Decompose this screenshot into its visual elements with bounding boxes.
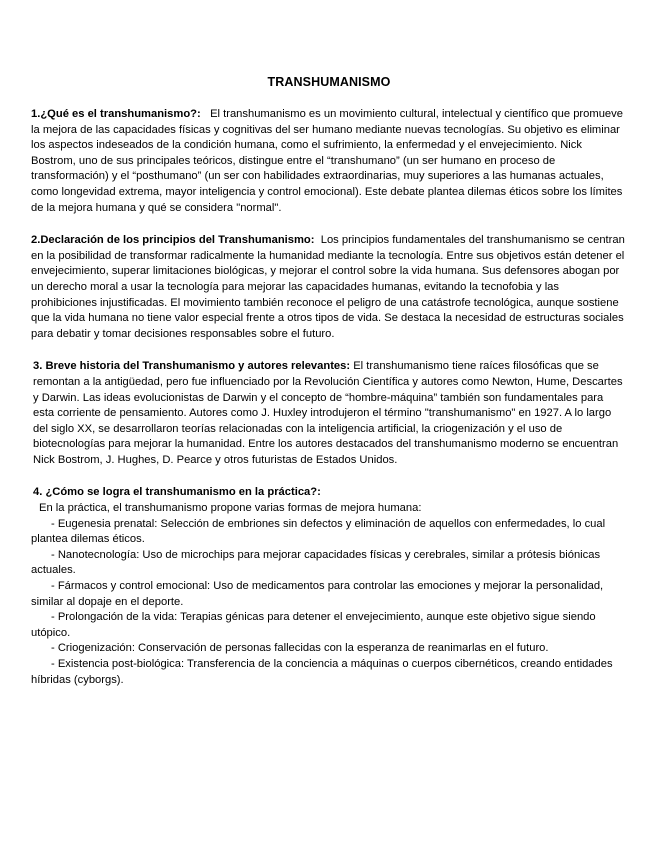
list-item: - Eugenesia prenatal: Selección de embriones sin defectos y eliminación de aquellos con enfermedades, lo cual plantea dilemas éticos. xyxy=(31,517,606,546)
section-principles xyxy=(31,233,627,342)
section-body: El transhumanismo es un movimiento cultural, intelectual y científico que promueve la mejora de las capacidades físicas y cognitivas del ser humano mediante nuevas tecnologías. Su objetivo es eliminar los aspectos indeseados de la condición humana, como el sufrimiento, la enfermedad y el envejecimiento. Nick Bostrom, uno de sus principales teóricos, distingue entre el “transhumano” (un ser humano en proceso de transformación) y el “posthumano” (un ser con habilidades extraordinarias, muy superiores a las humanas actuales, como longevidad extrema, mayor inteligencia y control emocional). Este debate plantea dilemas éticos sobre los límites de la mejora humana y qué se considera "normal". xyxy=(31,108,623,214)
section-body: El transhumanismo tiene raíces filosóficas que se remontan a la antigüedad, pero fue influenciado por la Revolución Científica y autores como Newton, Hume, Descartes y Darwin. Las ideas evolucionistas de Darwin y el concepto de “hombre-máquina” también son fundamentales para esta corriente de pensamiento. Autores como J. Huxley introdujeron el término "transhumanismo" en 1927. A lo largo del siglo XX, se desarrollaron teorías relacionadas con la inteligencia artificial, la criogenización y el uso de biotecnologías para mejorar la humanidad. Entre los autores destacados del transhumanismo moderno se encuentran Nick Bostrom, J. Hughes, D. Pearce y otros futuristas de Estados Unidos. xyxy=(33,360,623,466)
section-heading: 4. ¿Cómo se logra el transhumanismo en la práctica?: xyxy=(33,486,321,499)
list-item: - Criogenización: Conservación de personas fallecidas con la esperanza de reanimarlas en el futuro. xyxy=(51,642,549,655)
document-title: TRANSHUMANISMO xyxy=(267,75,391,89)
section-history xyxy=(31,359,627,468)
section-intro: En la práctica, el transhumanismo propone varias formas de mejora humana: xyxy=(39,502,422,515)
list-item: - Prolongación de la vida: Terapias génicas para detener el envejecimiento, aunque este objetivo sigue siendo utópico. xyxy=(31,611,596,639)
list-item: - Nanotecnología: Uso de microchips para mejorar capacidades físicas y cerebrales, similar a prótesis biónicas actuales. xyxy=(31,548,601,577)
section-what-is xyxy=(31,107,627,216)
section-heading: 3. Breve historia del Transhumanismo y autores relevantes: xyxy=(33,360,351,373)
section-heading: 2.Declaración de los principios del Transhumanismo: xyxy=(31,234,315,247)
list-item: - Existencia post-biológica: Transferencia de la conciencia a máquinas o cuerpos cibernéticos, creando entidades híbridas (cyborgs). xyxy=(31,658,613,686)
section-heading: 1.¿Qué es el transhumanismo?: xyxy=(31,108,201,120)
list-item: - Fármacos y control emocional: Uso de medicamentos para controlar las emociones y mejorar la personalidad, similar al dopaje en el deporte. xyxy=(31,580,604,608)
section-practice xyxy=(31,485,627,688)
section-body: Los principios fundamentales del transhumanismo se centran en la posibilidad de transformar radicalmente la humanidad mediante la tecnología. Entre sus objetivos están detener el envejecimiento, superar limitaciones biológicas, y mejorar el control sobre la vida humana. Sus defensores abogan por un derecho moral a usar la tecnología para mejorar las capacidades humanas, evitando la tecnofobia y las prohibiciones injustificadas. El movimiento también reconoce el peligro de una catástrofe tecnológica, aunque sostiene que la vida humana no tiene valor especial frente a otros tipos de vida. Se destaca la necesidad de estructuras sociales para debatir y tomar decisiones responsables sobre el futuro. xyxy=(31,234,625,340)
